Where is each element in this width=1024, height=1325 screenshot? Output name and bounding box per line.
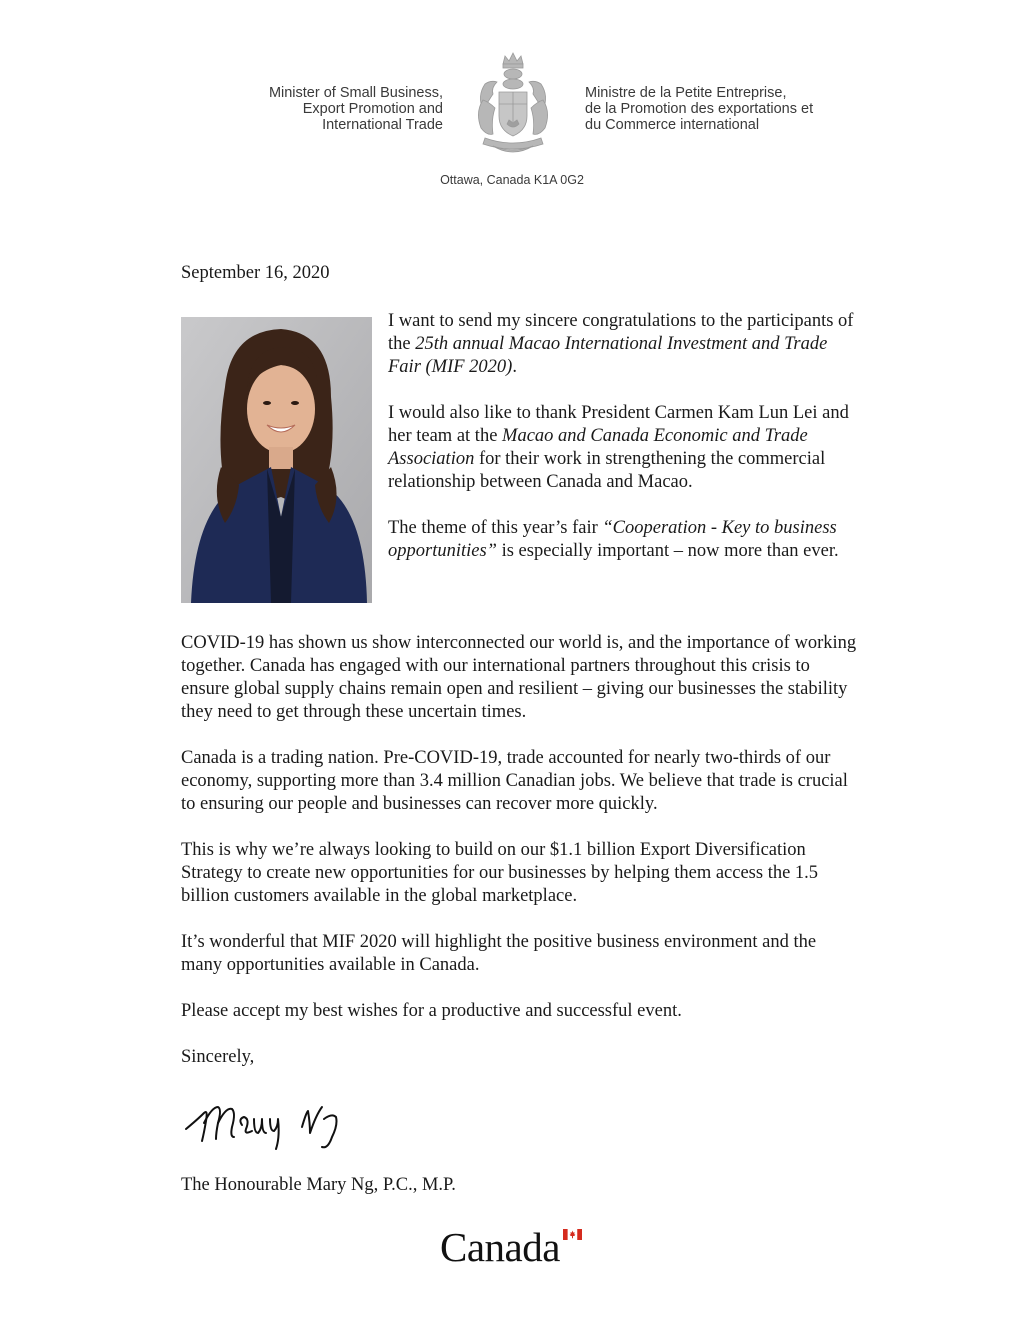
- letter-date: September 16, 2020: [181, 263, 330, 283]
- paragraph-mif: It’s wonderful that MIF 2020 will highlight the positive business environment and the many opportunities available in Canada.: [181, 932, 817, 975]
- paragraph-text: for their work in strengthening the commercial relationship between Canada and Macao.: [388, 449, 826, 492]
- paragraph-text: I would also like to thank President Carmen Kam Lun Lei and her team at the: [388, 403, 849, 446]
- handwritten-signature: [182, 1093, 362, 1153]
- wordmark-text: Canada: [440, 1224, 560, 1270]
- fair-theme: “Cooperation - Key to business opportunities”: [388, 518, 837, 561]
- paragraph-theme: [388, 517, 858, 563]
- paragraph-text: The theme of this year’s fair: [388, 518, 603, 538]
- address: Ottawa, Canada K1A 0G2: [440, 173, 584, 187]
- signatory-name: The Honourable Mary Ng, P.C., M.P.: [181, 1175, 456, 1195]
- minister-title-english-line: Export Promotion and: [302, 101, 443, 117]
- association-name: Macao and Canada Economic and Trade Association: [388, 426, 808, 469]
- portrait-photo: [181, 317, 372, 603]
- paragraph-congratulations: [388, 310, 858, 379]
- paragraph-covid: COVID-19 has shown us show interconnected our world is, and the importance of working together. Canada has engaged with our international partners throughout this crisis to ensure global supply chains remain open and resilient – giving our businesses the stability they need to get through these uncertain times.: [181, 633, 857, 722]
- paragraph-text: .: [512, 357, 517, 377]
- minister-title-english-line: International Trade: [322, 117, 443, 133]
- canada-wordmark: [440, 1224, 560, 1270]
- paragraph-best-wishes: Please accept my best wishes for a productive and successful event.: [181, 1001, 682, 1021]
- paragraph-export-strategy: This is why we’re always looking to build on our $1.1 billion Export Diversification Strategy to create new opportunities for our businesses by helping them access the 1.5 billion customers available in the global marketplace.: [181, 840, 819, 906]
- minister-title-french-line: Ministre de la Petite Entreprise,: [585, 85, 787, 101]
- letter-intro: [388, 310, 858, 586]
- paragraph-trading-nation: Canada is a trading nation. Pre-COVID-19, trade accounted for nearly two-thirds of our economy, supporting more than 3.4 million Canadian jobs. We believe that trade is crucial to ensuring our people and businesses can recover more quickly.: [181, 748, 848, 814]
- paragraph-text: is especially important – now more than ever.: [496, 541, 839, 561]
- paragraph-thanks: [388, 402, 858, 494]
- minister-title-english-line: Minister of Small Business,: [268, 85, 443, 101]
- minister-title-english: [269, 85, 443, 133]
- letter-body: [181, 632, 861, 1092]
- coat-of-arms-icon: [471, 50, 555, 160]
- minister-title-french-line: du Commerce international: [585, 117, 760, 133]
- canada-flag-icon: [563, 1229, 582, 1240]
- event-name: 25th annual Macao International Investment and Trade Fair (MIF 2020): [388, 334, 828, 377]
- minister-title-french: [585, 85, 813, 133]
- paragraph-text: I want to send my sincere congratulations to the participants of the: [388, 311, 854, 354]
- closing: Sincerely,: [181, 1047, 255, 1067]
- minister-title-french-line: de la Promotion des exportations et: [585, 101, 814, 117]
